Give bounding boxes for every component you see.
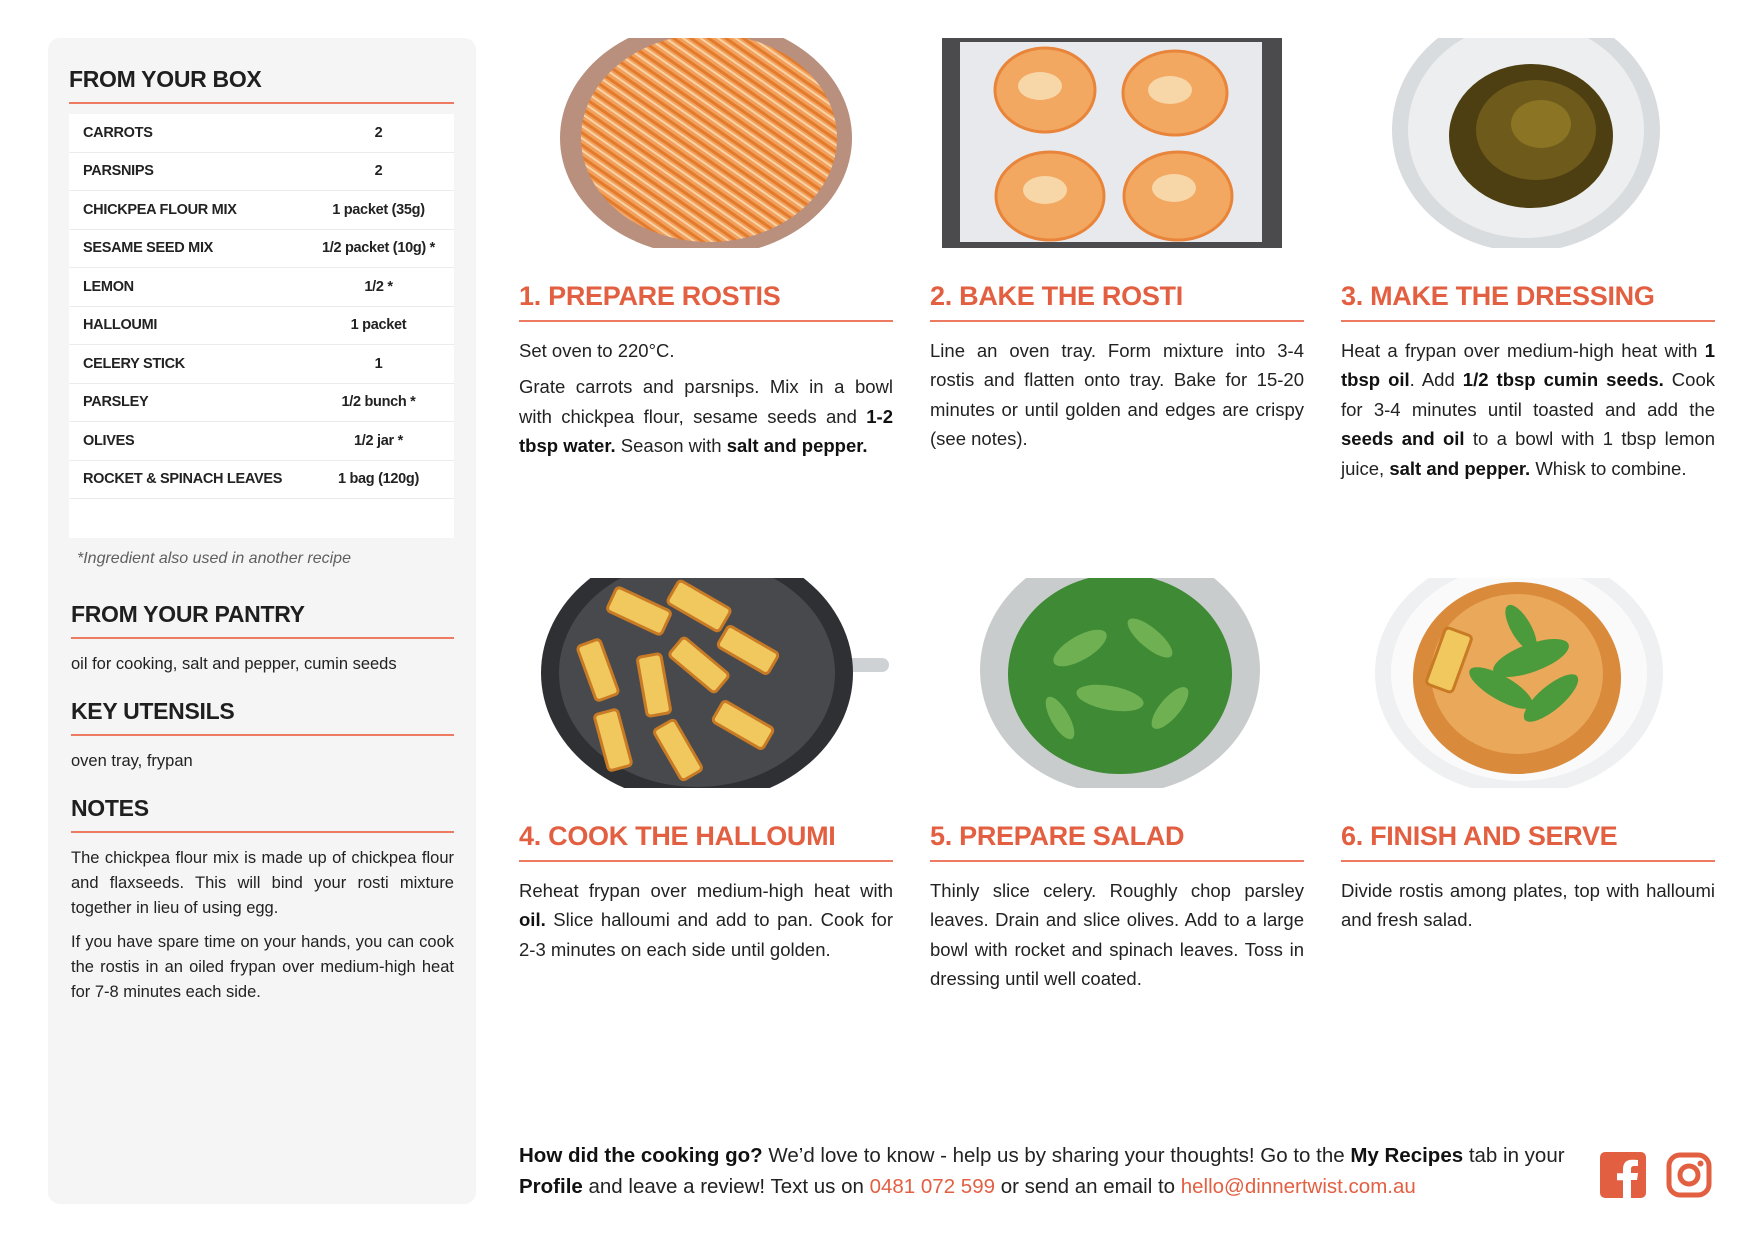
step-paragraph bbox=[930, 876, 1304, 994]
ingredient-name: CHICKPEA FLOUR MIX bbox=[83, 201, 237, 218]
ingredient-row bbox=[69, 461, 454, 500]
step-paragraph bbox=[930, 336, 1304, 454]
pantry-title: FROM YOUR PANTRY bbox=[71, 601, 305, 627]
ingredient-qty: 1/2 * bbox=[364, 278, 393, 295]
ingredient-name: SESAME SEED MIX bbox=[83, 240, 214, 257]
ingredient-qty: 1 packet bbox=[350, 317, 407, 334]
text-run: to a bowl with 1 tbsp lemon juice, bbox=[1341, 428, 1715, 479]
bold-text: 1 tbsp oil bbox=[1341, 340, 1715, 391]
feedback-text: We’d love to know - help us by sharing your thoughts! Go to the bbox=[762, 1144, 1351, 1167]
bold-text: salt and pepper. bbox=[726, 435, 868, 457]
ingredient-row bbox=[69, 230, 454, 269]
text-run: Set oven to 220°C. bbox=[519, 340, 675, 361]
step-paragraph bbox=[519, 372, 893, 460]
step-6-text bbox=[1341, 876, 1715, 935]
step-5-title: 5. PREPARE SALAD bbox=[930, 821, 1185, 851]
notes-title: NOTES bbox=[71, 795, 149, 821]
ingredient-name: HALLOUMI bbox=[83, 317, 158, 334]
step-paragraph bbox=[519, 336, 893, 365]
feedback-text: or send an email to bbox=[995, 1175, 1181, 1198]
notes-section bbox=[71, 795, 454, 1005]
ingredient-qty: 1/2 packet (10g) * bbox=[321, 240, 436, 257]
ingredient-qty: 1 bbox=[374, 355, 383, 372]
step-2-title: 2. BAKE THE ROSTI bbox=[930, 281, 1183, 311]
divider bbox=[519, 860, 893, 862]
text-run: Whisk to combine. bbox=[1530, 457, 1687, 479]
ingredient-qty: 1 packet (35g) bbox=[332, 201, 425, 218]
divider bbox=[930, 320, 1304, 322]
bold-text: seeds and oil bbox=[1341, 428, 1465, 450]
ingredient-row bbox=[69, 307, 454, 346]
text-run: Grate carrots and parsnips. Mix in a bowl with chickpea flour, sesame seeds and bbox=[519, 376, 893, 427]
ingredients-sidebar bbox=[48, 38, 476, 1204]
facebook-icon[interactable] bbox=[1600, 1152, 1646, 1198]
my-recipes-link[interactable]: My Recipes bbox=[1350, 1144, 1464, 1167]
step-1-photo bbox=[519, 38, 893, 248]
utensils-title: KEY UTENSILS bbox=[71, 698, 235, 724]
ingredient-row bbox=[69, 191, 454, 230]
feedback-question: How did the cooking go? bbox=[519, 1144, 763, 1167]
ingredient-name: OLIVES bbox=[83, 432, 135, 449]
text-run: . Add bbox=[1409, 369, 1463, 391]
ingredient-qty: 1/2 bunch * bbox=[341, 394, 416, 411]
feedback-text: and leave a review! Text us on bbox=[582, 1175, 870, 1198]
step-2-text bbox=[930, 336, 1304, 454]
step-2-photo bbox=[930, 38, 1304, 248]
divider bbox=[1341, 320, 1715, 322]
step-paragraph bbox=[519, 876, 893, 964]
feedback-text: tab in your bbox=[1463, 1144, 1565, 1167]
ingredient-qty: 2 bbox=[374, 124, 383, 141]
bold-text: 1/2 tbsp cumin seeds. bbox=[1462, 369, 1664, 391]
ingredient-row bbox=[69, 153, 454, 192]
divider bbox=[71, 637, 454, 639]
step-paragraph bbox=[1341, 336, 1715, 483]
divider bbox=[71, 734, 454, 736]
ingredient-row bbox=[69, 384, 454, 423]
notes-text bbox=[71, 846, 454, 1005]
step-3-photo bbox=[1341, 38, 1715, 248]
divider bbox=[71, 831, 454, 833]
feedback-footer bbox=[519, 1140, 1569, 1202]
step-6-photo bbox=[1341, 578, 1715, 788]
phone-link[interactable]: 0481 072 599 bbox=[869, 1175, 995, 1198]
step-3-title: 3. MAKE THE DRESSING bbox=[1341, 281, 1655, 311]
bold-text: oil. bbox=[519, 909, 546, 931]
email-link[interactable]: hello@dinnertwist.com.au bbox=[1180, 1175, 1416, 1198]
bold-text: 1-2 tbsp water. bbox=[519, 405, 893, 457]
box-title: FROM YOUR BOX bbox=[69, 66, 262, 92]
ingredient-row bbox=[69, 422, 454, 461]
instagram-icon[interactable] bbox=[1666, 1152, 1712, 1198]
step-1-text bbox=[519, 336, 893, 461]
ingredient-name: PARSLEY bbox=[83, 394, 149, 411]
text-run: Season with bbox=[615, 435, 727, 457]
step-6-title: 6. FINISH AND SERVE bbox=[1341, 821, 1618, 851]
divider bbox=[69, 102, 454, 104]
divider bbox=[930, 860, 1304, 862]
text-run: Line an oven tray. Form mixture into 3-4 rostis and flatten onto tray. Bake for 15-20 minutes or until golden and edges are crispy (see notes). bbox=[930, 340, 1304, 450]
step-4-title: 4. COOK THE HALLOUMI bbox=[519, 821, 836, 851]
divider bbox=[1341, 860, 1715, 862]
step-4-text bbox=[519, 876, 893, 964]
ingredients-table bbox=[69, 114, 454, 538]
pantry-section bbox=[71, 601, 454, 677]
bold-text: salt and pepper. bbox=[1389, 457, 1531, 479]
ingredient-name: PARSNIPS bbox=[83, 163, 154, 180]
box-section-header bbox=[69, 66, 454, 104]
ingredient-qty: 2 bbox=[374, 163, 383, 180]
ingredient-row bbox=[69, 268, 454, 307]
divider bbox=[519, 320, 893, 322]
ingredient-qty: 1 bag (120g) bbox=[337, 471, 419, 488]
text-run: Slice halloumi and add to pan. Cook for 2-3 minutes on each side until golden. bbox=[519, 909, 893, 960]
step-paragraph bbox=[1341, 876, 1715, 935]
ingredient-name: ROCKET & SPINACH LEAVES bbox=[83, 471, 283, 488]
ingredient-name: CELERY STICK bbox=[83, 355, 185, 372]
text-run: Reheat frypan over medium-high heat with bbox=[519, 880, 893, 901]
step-4-photo bbox=[519, 578, 893, 788]
step-5-text bbox=[930, 876, 1304, 994]
note-paragraph: The chickpea flour mix is made up of chickpea flour and flaxseeds. This will bind your rosti mixture together in lieu of using egg. bbox=[71, 849, 454, 917]
ingredient-qty: 1/2 jar * bbox=[354, 432, 403, 449]
note-paragraph: If you have spare time on your hands, you can cook the rostis in an oiled frypan over medium-high heat for 7-8 minutes each side. bbox=[71, 933, 454, 1001]
step-1-title: 1. PREPARE ROSTIS bbox=[519, 281, 781, 311]
ingredient-name: CARROTS bbox=[83, 124, 153, 141]
text-run: Thinly slice celery. Roughly chop parsley leaves. Drain and slice olives. Add to a large bowl with rocket and spinach leaves. Toss in dressing until well coated. bbox=[930, 880, 1304, 990]
utensils-section bbox=[71, 698, 454, 774]
text-run: Heat a frypan over medium-high heat with bbox=[1341, 340, 1705, 361]
footnote: *Ingredient also used in another recipe bbox=[77, 550, 351, 567]
step-5-photo bbox=[930, 578, 1304, 788]
step-3-text bbox=[1341, 336, 1715, 483]
text-run: Cook for 3-4 minutes until toasted and add the bbox=[1341, 369, 1715, 420]
ingredient-row bbox=[69, 345, 454, 384]
pantry-text: oil for cooking, salt and pepper, cumin seeds bbox=[71, 655, 397, 673]
ingredient-name: LEMON bbox=[83, 278, 134, 295]
profile-link[interactable]: Profile bbox=[519, 1175, 583, 1198]
text-run: Divide rostis among plates, top with halloumi and fresh salad. bbox=[1341, 880, 1715, 931]
ingredient-row bbox=[69, 114, 454, 153]
utensils-text: oven tray, frypan bbox=[71, 752, 193, 770]
